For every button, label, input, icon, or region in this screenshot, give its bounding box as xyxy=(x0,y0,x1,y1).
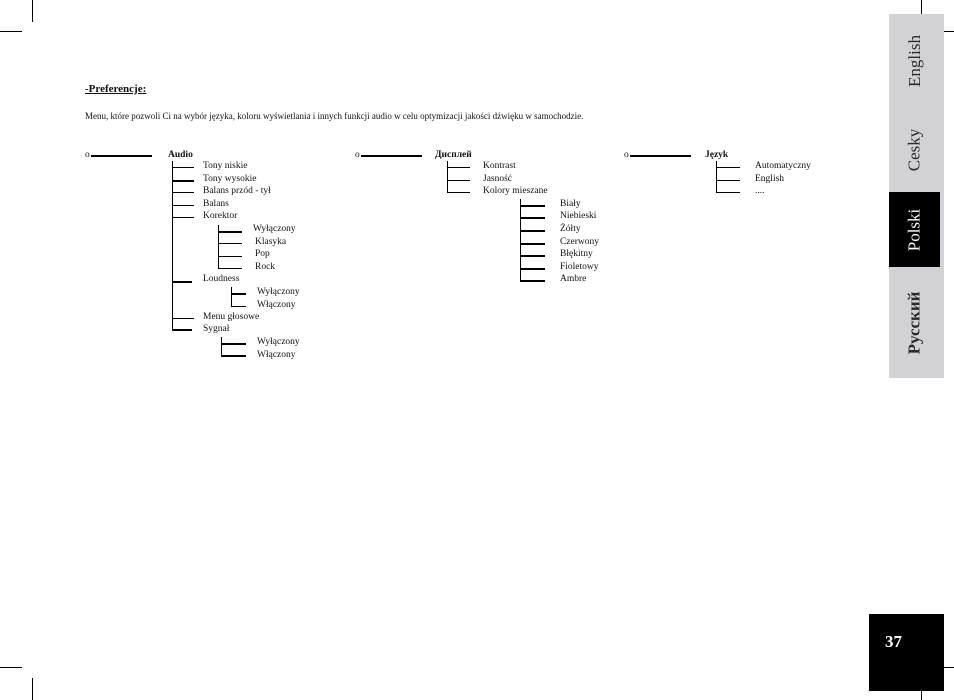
tree-trunk xyxy=(172,161,173,330)
tab-polski[interactable]: Polski xyxy=(889,192,940,267)
page-number-box xyxy=(869,614,944,691)
display-item: Kolory mieszane xyxy=(483,186,548,196)
subtree-trunk xyxy=(221,337,222,357)
crop-mark xyxy=(32,678,33,700)
color-option: Biały xyxy=(560,199,581,209)
color-option: Żółty xyxy=(560,224,581,234)
branch-line xyxy=(172,329,192,331)
branch-line xyxy=(172,281,192,283)
audio-item: Tony niskie xyxy=(203,161,248,171)
branch-line xyxy=(172,167,194,168)
tab-cesky[interactable]: Cesky xyxy=(904,128,924,172)
branch-line xyxy=(520,255,545,257)
branch-line xyxy=(221,355,246,357)
connector-line xyxy=(361,155,422,157)
color-option: Ambre xyxy=(560,274,587,284)
audio-item: Balans przód - tył xyxy=(203,186,271,196)
audio-item: Korektor xyxy=(203,211,238,221)
branch-line xyxy=(221,343,246,345)
branch-line xyxy=(172,205,194,206)
branch-line xyxy=(172,217,194,218)
branch-line xyxy=(520,243,545,245)
crop-mark xyxy=(0,667,22,668)
branch-line xyxy=(447,192,470,193)
branch-line xyxy=(716,180,740,181)
display-item: Jasność xyxy=(483,174,513,184)
audio-voice-menu: Menu głosowe xyxy=(203,312,260,322)
branch-line xyxy=(218,256,242,257)
page-number: 37 xyxy=(885,632,902,651)
language-title: Język xyxy=(705,150,729,160)
audio-item: Tony wysokie xyxy=(203,174,257,184)
color-option: Czerwony xyxy=(560,237,600,247)
branch-line xyxy=(520,230,545,232)
audio-bullet: o xyxy=(85,150,90,160)
language-bullet: o xyxy=(624,150,629,160)
audio-item: Balans xyxy=(203,199,229,209)
korektor-option: Pop xyxy=(255,249,270,259)
crop-mark xyxy=(0,31,22,32)
tree-trunk xyxy=(716,161,717,193)
branch-line xyxy=(172,180,194,182)
intro-text: Menu, które pozwoli Ci na wybór języka, koloru wyświetlania i innych funkcji audio w celu optymizacji jakości dźwięku w samochodzie. xyxy=(85,111,584,121)
branch-line xyxy=(520,268,545,270)
section-title: -Preferencje: xyxy=(85,83,147,95)
audio-signal: Sygnał xyxy=(203,324,230,334)
branch-line xyxy=(231,306,246,307)
audio-loudness: Loudness xyxy=(203,274,240,284)
branch-line xyxy=(172,318,194,319)
tab-english[interactable]: English xyxy=(904,35,924,87)
branch-line xyxy=(218,243,242,244)
connector-line xyxy=(630,155,691,157)
signal-option: Wyłączony xyxy=(257,337,300,347)
korektor-option: Klasyka xyxy=(255,237,287,247)
color-option: Błękitny xyxy=(560,249,593,259)
subtree-trunk xyxy=(231,287,232,307)
color-option: Niebieski xyxy=(560,211,597,221)
branch-line xyxy=(520,217,545,219)
branch-line xyxy=(447,180,470,181)
loudness-option: Wyłączony xyxy=(257,287,300,297)
display-title: Дисплей xyxy=(435,150,472,160)
language-item: Automatyczny xyxy=(755,161,811,171)
branch-line xyxy=(172,192,194,193)
signal-option: Włączony xyxy=(257,350,296,360)
branch-line xyxy=(447,167,470,168)
crop-mark xyxy=(32,0,33,22)
branch-line xyxy=(231,293,246,295)
loudness-option: Włączony xyxy=(257,300,296,310)
audio-title: Audio xyxy=(168,150,193,160)
branch-line xyxy=(218,231,242,233)
tree-trunk xyxy=(447,161,448,193)
branch-line xyxy=(716,167,740,168)
connector-line xyxy=(91,155,152,157)
display-item: Kontrast xyxy=(483,161,516,171)
branch-line xyxy=(520,280,545,282)
branch-line xyxy=(218,268,242,269)
language-item: .... xyxy=(755,186,765,196)
korektor-option: Wyłączony xyxy=(253,224,296,234)
display-bullet: o xyxy=(355,150,360,160)
branch-line xyxy=(716,192,740,193)
korektor-option: Rock xyxy=(255,262,276,272)
language-tabs xyxy=(889,14,944,378)
branch-line xyxy=(520,205,545,207)
tab-russian[interactable]: Русский xyxy=(904,291,924,354)
language-item: English xyxy=(755,174,785,184)
color-option: Fioletowy xyxy=(560,262,599,272)
